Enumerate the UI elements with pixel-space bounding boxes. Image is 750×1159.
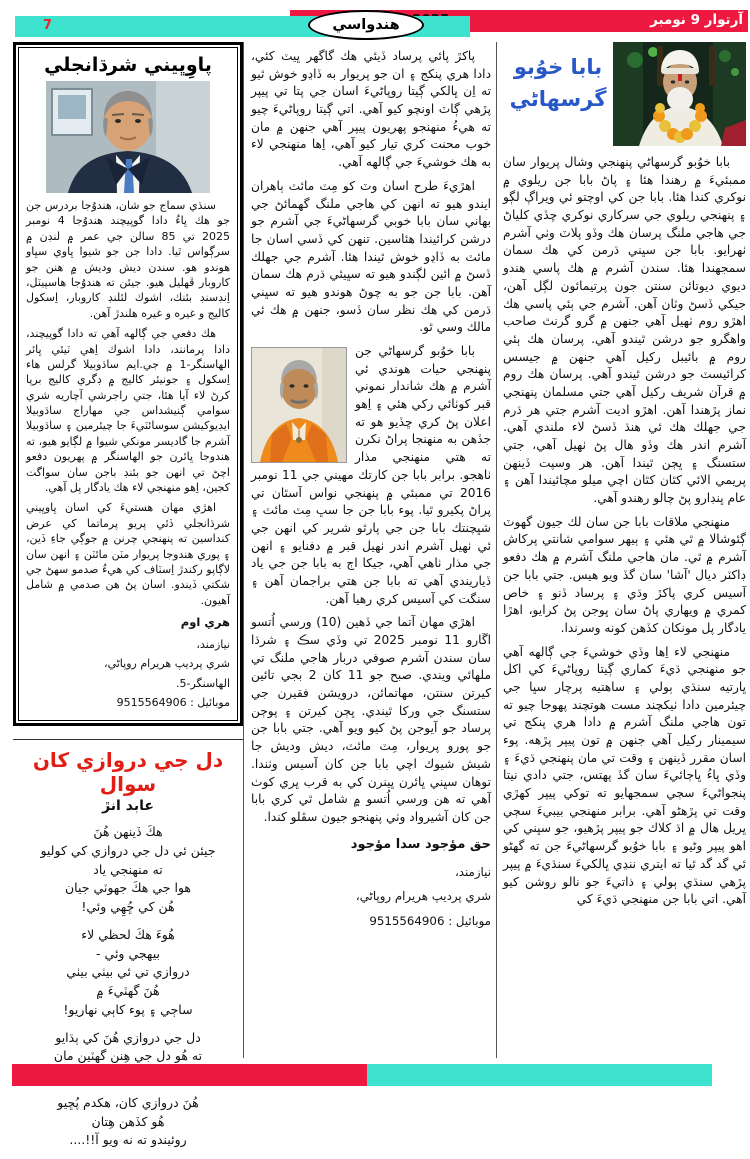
signature-line: نيازمند،: [454, 864, 491, 879]
obituary-signature: [26, 635, 230, 712]
obituary-paragraph: سنڌي سماج جو شان، هندوُجا بردرس جن جو هك ڀاءُ دادا گوپيچند هندوُجا 4 نومبر 2025 تي 85 سالن جي عمر ۾ لنڊن ۾ سرڳواس ٿيا. دادا جن جو شيوا ڀاوي سڀاو هوندو هو. سندن ديش وديش ۾ هنن جو كاروبار ڦهليل هيو. جيئن ته هندوُجا هاسپيٽل، اِنڊسنڊ بئنك، اشوك لئلنڊ كاروبار، اِسكول كاليج و غيره و غيره هلندڙ آهن.: [26, 199, 230, 320]
signature-line: نيازمند،: [196, 638, 230, 652]
masthead-logo: [308, 10, 424, 40]
masthead-title: هندواسي: [332, 16, 400, 33]
poem-line: هُو كڏهن هِتان: [91, 1113, 165, 1129]
poem-stanza: [13, 926, 243, 1020]
article-paragraph: بابا خوُبو گرسهاٹي جن پنهنجي حيات هوندي ئي آشرم ۾ هك شاندار نموني قبر كوٺائي ركي هئي ۽ اِهو اعلان پڻ كري ڇڏيو هو ته جڏهن به منهنجا پراڻ نكرن ته هتي منهنجي مذار ٺاهجو. برابر بابا جن كارتك مهيني جي 11 نومبر 2016 تي ممبئي ۾ پنهنجي نواس آسٿان تي پراڻ پكيرو ٿيا. پوء بابا جن جا سڀ مِٽ مائٽ ۽ شڀچنتك بابا جن جي پارٿو شرير كي انهن جي ئي ٺهيل آشرم اندر ٺهيل قبر ۾ دفنايو ۽ انهن جي مذار ٺاهي آهي، جيكا اڄ به بابا جن جي ياد ڏياريندي آهي ته بابا جن هتي براجمان آهن ۽ سنگت كي آسيس كري رهيا آهن.: [251, 344, 491, 606]
article-paragraph: منهنجي لاء اِها وڏي خوشيءَ جي ڳالهه آهي جو منهنجي ڌيءَ كماري ڳيتا روپاڻيءَ كي اكل ڀارتيه سنڌي ٻولي ۽ ساهتيه پرچار سڀا جي چيئرمين دادا ٺيكچند مست هوتچند پهوجا چيو ته تون هاجي ملنگ آشرم ۾ دادا هري پنكج تي سيمينار ركيل آهي جنهن ۾ تون پيپر پڙهه. پوء اسان مقرر ڏينهن ۽ وقت تي مان پنهنجي ڌيءَ ۽ وڏي ڀاءُ ڀاڄائيءَ سان گڏ پهتس، جتي دادي نيتا پنجواڻيءَ سڄي سمجهايو ته توكي پيپر كهڙي وقت تي پڙهڻو آهي. برابر منهنجي بيبيءَ سڄي ڀريل هال ۾ اڌ كلاك جو پيپر پڙهيو، جو سڀني كي اهو پيپر وڻيو ۽ بابا خوُبو گرسهاٹيءَ جن ته گهڻو ئي گد گد ٿيا ته ايتري ننڍي ڀالكيءَ سنڌيءَ ۾ پيپر پڙهي سنڌي ٻولي ۽ ذاتيءَ جو نالو روشن كيو آهي. اتي بابا جن منهنجي ڌيءَ كي: [503, 644, 746, 907]
poem-stanza: [13, 823, 243, 917]
poem-line: بيهجي وئي -: [96, 945, 160, 961]
poem-line: جيئن ئي دل جي دروازي كي كوليو: [40, 842, 216, 858]
paragraph-with-photo: [251, 343, 491, 608]
section-divider: [13, 739, 243, 740]
poem-title: دل جي دروازي كان سوال: [32, 748, 224, 797]
article-header: [503, 42, 746, 146]
article-title-line1: بابا خوُبو: [513, 55, 603, 79]
header-date: آرتوار 9 نومبر: [650, 12, 743, 28]
poem-line: هكَ ڏينهن هُنَ: [93, 824, 163, 840]
obituary-paragraph: هك دفعي جي ڳالهه آهي ته دادا گوپيچند، دادا پرمانند، دادا اشوك اِهي ٽيئي ڀائر الهاسنگر-1 ۾ جي.ايم ساڌوبيلا گرلس هاء اِسكول ۽ جونيئر كاليج ۾ ڊگري كاليج برپا كرڻ لاء آيا هئا، جتي راجرشي آچاريه شري سوامي ڳنيشداس جي مهاراج ساڌوبيلا ايڊيوكيشن سوسائٽيءَ جا چيئرمين ۽ ساڌوبيلا آشرم جا گاديسر مونكي شيوا ۾ لڳايو هيو، ته هندوجا ڀائرن جو الهاسنگر ۾ پهريون دفعو اچڻ تي انهن جو بئنڊ باجن سان سواگت كجين، اِهو منهنجي لاء هك يادگار پل آهي.: [26, 327, 230, 495]
article-closing-motto: حق مؤجود سدا مؤجود: [350, 836, 491, 852]
poem-line: ساڄي ۽ پوء كاٻي نهاريو!: [63, 1001, 193, 1017]
signature-line: شري پرديپ هريرام روپاڻي،: [355, 889, 491, 904]
poem-line: هُن كي ڇُهِي وئي!: [81, 899, 175, 915]
article-paragraph: اهڙيءَ طرح اسان وٽ كو مِٽ مائٽ ٻاهران ايندو هيو ته انهن كي هاجي ملنگ گهمائڻ جي بهاني سان بابا خوبي گرسهاٹيءَ جي آشرم جو درشن كرائيندا هئاسين. تنهن كي ڏسي اسان جا مائٽ به ڏاڍو خوش ٿيندا هئا. آشرم جي جهلك ڏسڻ ۾ ائين لڳندو هيو ته سڀيئي ڌرم هك سمان آهن. بابا جن جو به چوڻ هوندو هيو ته سڀني ڌرمن كي هك نظر سان ڏسو، جنهن ۾ هك ئي مالك وسي ٿو.: [251, 178, 491, 335]
poem-stanza: [13, 1094, 243, 1150]
poem-line: دروازي تي ئي بيٺي بيٺي: [66, 964, 190, 980]
photo-baba-with-garland: [613, 42, 746, 146]
column-divider: [243, 42, 244, 1058]
poem-line: هوا جي هكَ جهوٽي جيان: [64, 880, 192, 896]
article-paragraph: اهڙي مهان آتما جي ڏهين (10) ورسي اُتسو اڱارو 11 نومبر 2025 تي وڏي سڪ ۽ شرڌا سان سندن آشرم صوفي دربار هاجي ملنگ تي ملهائي ويندي. صبح جو 11 كان 2 بجي تائين كيرتن سنتن، مهاتمائن، درويشن فقيرن جي ستسنگ جي وركا ٿيندي. ڀڄن كيرتن ۽ پوڄن پرساد جو آيوجن پڻ كيو ويو آهي. جتي بابا جن جو پورو پريوار، مِٽ مائٽ، ديش وديش جا شيش شيوك اچي بابا جن كان آسيس وٺندا. توهان سڀني ڀائرن ڀينرن كي به قرب ڀري كوٺ آهي ته هن ورسي اُتسو ۾ شامل ٿي كري بابا جن كان آشيرواد وٺي پنهنجو جيون سڦلو كندا.: [251, 615, 492, 824]
poem-line: دل جي دروازي هُنَ كي ٻڌايو: [55, 1029, 201, 1045]
page-number: 7: [42, 18, 52, 33]
left-column: [13, 42, 243, 1159]
obituary-article: [13, 42, 243, 726]
footer-teal-bar: [367, 1064, 712, 1086]
poem-line: ته هُو دل جي هِنن گهٽين مان: [53, 1048, 203, 1064]
poem-line: هُنَ دروازي كان، هكدم پُڇيو: [57, 1094, 199, 1110]
obituary-inner-frame: [18, 47, 238, 721]
signature-line: شري پرديپ هريرام روپاڻي،: [104, 657, 230, 671]
article-paragraph: پاكڙ پائي پرساد ڏيئي هك گاگهر ڀيٽ كئي، دادا هري پنكج ۽ ان جو پريوار به ڏاڍو خوش ٿيو ته اِن ڀالكي ڳيتا روپاڻيءَ اسان جي پتا تي پيپر پڙهي ڳاٽ اونچو كيو آهي. اتي ڳيتا روپاڻيءَ چيو ته هيءُ منهنجو پهريون پيپر آهي جنهن ۾ مان خوب محنت كري تيار كيو آهي، اِها منهنجي لاء به هك خوشيءَ جي ڳالهه آهي.: [251, 49, 491, 170]
poem-line: هُوءَ هكَ لحظي لاء: [81, 926, 175, 942]
poem-article: [13, 748, 243, 1150]
article-signature: [251, 860, 491, 934]
article-paragraph: بابا خوُبو گرسهاٹي پنهنجي وشال پريوار سان ممبئيءَ ۾ رهندا هئا ۽ پاڻ بابا جن ريلوي ۾ نوكري كندا هئا. بابا جن كي اوچتو ئي ويراڳ لڳو ۽ پنهنجي ريلوي جي سركاري نوكري ڇڏي كلياڻ جي هاجي ملنگ پرسان هك وڏو پلاٽ وٺي آشرم ٺهرايو. بابا جن سڀني ڌرمن كي هك سمان سمجهندا هئا. سندن آشرم ۾ هك پاسي هندو ديوي ديوتائن سنتن جون پرتيمائون لڳل آهن، جيكي ڏسڻ وٽان آهن. آشرم جي ٻئي پاسي هك اهڙو روم ٺهيل آهي جنهن ۾ گرو گرنٿ صاحب واهگرو جو درشن ٿيندو آهي. پرسان هك ٻئي روم ۾ بائيبل ركيل آهي جنهن ۾ جيسس كرائيسٽ جو درشن ٿيندو آهي. پرسان هك روم ۾ قرآن شريف ركيل آهي جتي مسلمان پنهنجي نماز پڙهندا آهن. اهڙو اديت آشرم جتي هر ڌرم جي جهلك هك ئي هنڌ ڏسڻ لاء ملندي آهي. آشرم اندر هك وڏو هال پڻ ٺهيل آهي، جتي ستسنگ ۽ ڀڄن ٿيندا آهن. هر وسپت ڏينهن پريمي الائي كٿان كٿان اچي ميلو مچائيندا آهن ۽ عام ڀنڊارو پڻ چالو رهندو آهي.: [503, 155, 746, 506]
footer-red-bar: [12, 1064, 367, 1086]
obituary-title: پاوِڀيني شرڌانجلي: [44, 54, 212, 76]
photo-man-in-saffron-robe: [251, 347, 347, 463]
poem-author: عابد انڙ: [102, 798, 154, 815]
obituary-closing: هري اوم: [180, 615, 230, 630]
signature-line: موبائيل : 9515564906: [116, 695, 230, 709]
poem-line: هُنَ گهٽيءَ ۾: [96, 983, 160, 999]
article-title: [503, 52, 613, 115]
poem-line: ته منهنجي ياد: [93, 861, 163, 877]
poem-body: [13, 823, 243, 1150]
obituary-paragraph: اهڙي مهان هستيءَ كي اسان ڀاوڀيني شرڌانجلي ڏئي پريو پرماتما كي عرض كنداسين ته پنهنجي چرنن ۾ جوڳي جاءِ ڏين، ۽ پوري هندوجا پريوار مٽن مائٽن ۽ انهن سان لاڳاپو ركندڙ اِسٽاف كي هيءُ صدمو سهڻ جي شكتي ڏيندو. اسان پڻ هن صدمي ۾ شامل آهيون.: [26, 501, 230, 607]
article-title-line2: گرسهاٹي: [509, 86, 607, 111]
article-paragraph: منهنجي ملاقات بابا جن سان لك جيون گهوٽ ڳئوشالا ۾ ٿي هئي ۽ ٻيهر سوامي شانتي پركاش آشرم ۾ ٿي. مان هاجي ملنگ آشرم ۾ هك دفعو ڊاكٽر ديال 'آشا' سان گڏ ويو هيس. جتي بابا جن آسيس كري پاكڙ وڌي ۽ پرساد ڏنو ۽ خاص كمري ۾ ويهاري پاڻ سان ڀوجن پڻ كرايو، اهڙا يادگار پل مونكان كڏهن كونه وسرندا.: [503, 514, 746, 635]
signature-line: الهاسنگر-5.: [176, 676, 230, 690]
middle-column: [251, 42, 491, 1060]
signature-line: موبائيل : 9515564906: [369, 914, 491, 929]
right-column: [503, 42, 746, 1060]
column-divider: [496, 42, 497, 1058]
photo-man-in-navy-suit: [46, 81, 210, 193]
poem-line: روئيندو ته نه ويو آ!!....: [69, 1132, 187, 1148]
